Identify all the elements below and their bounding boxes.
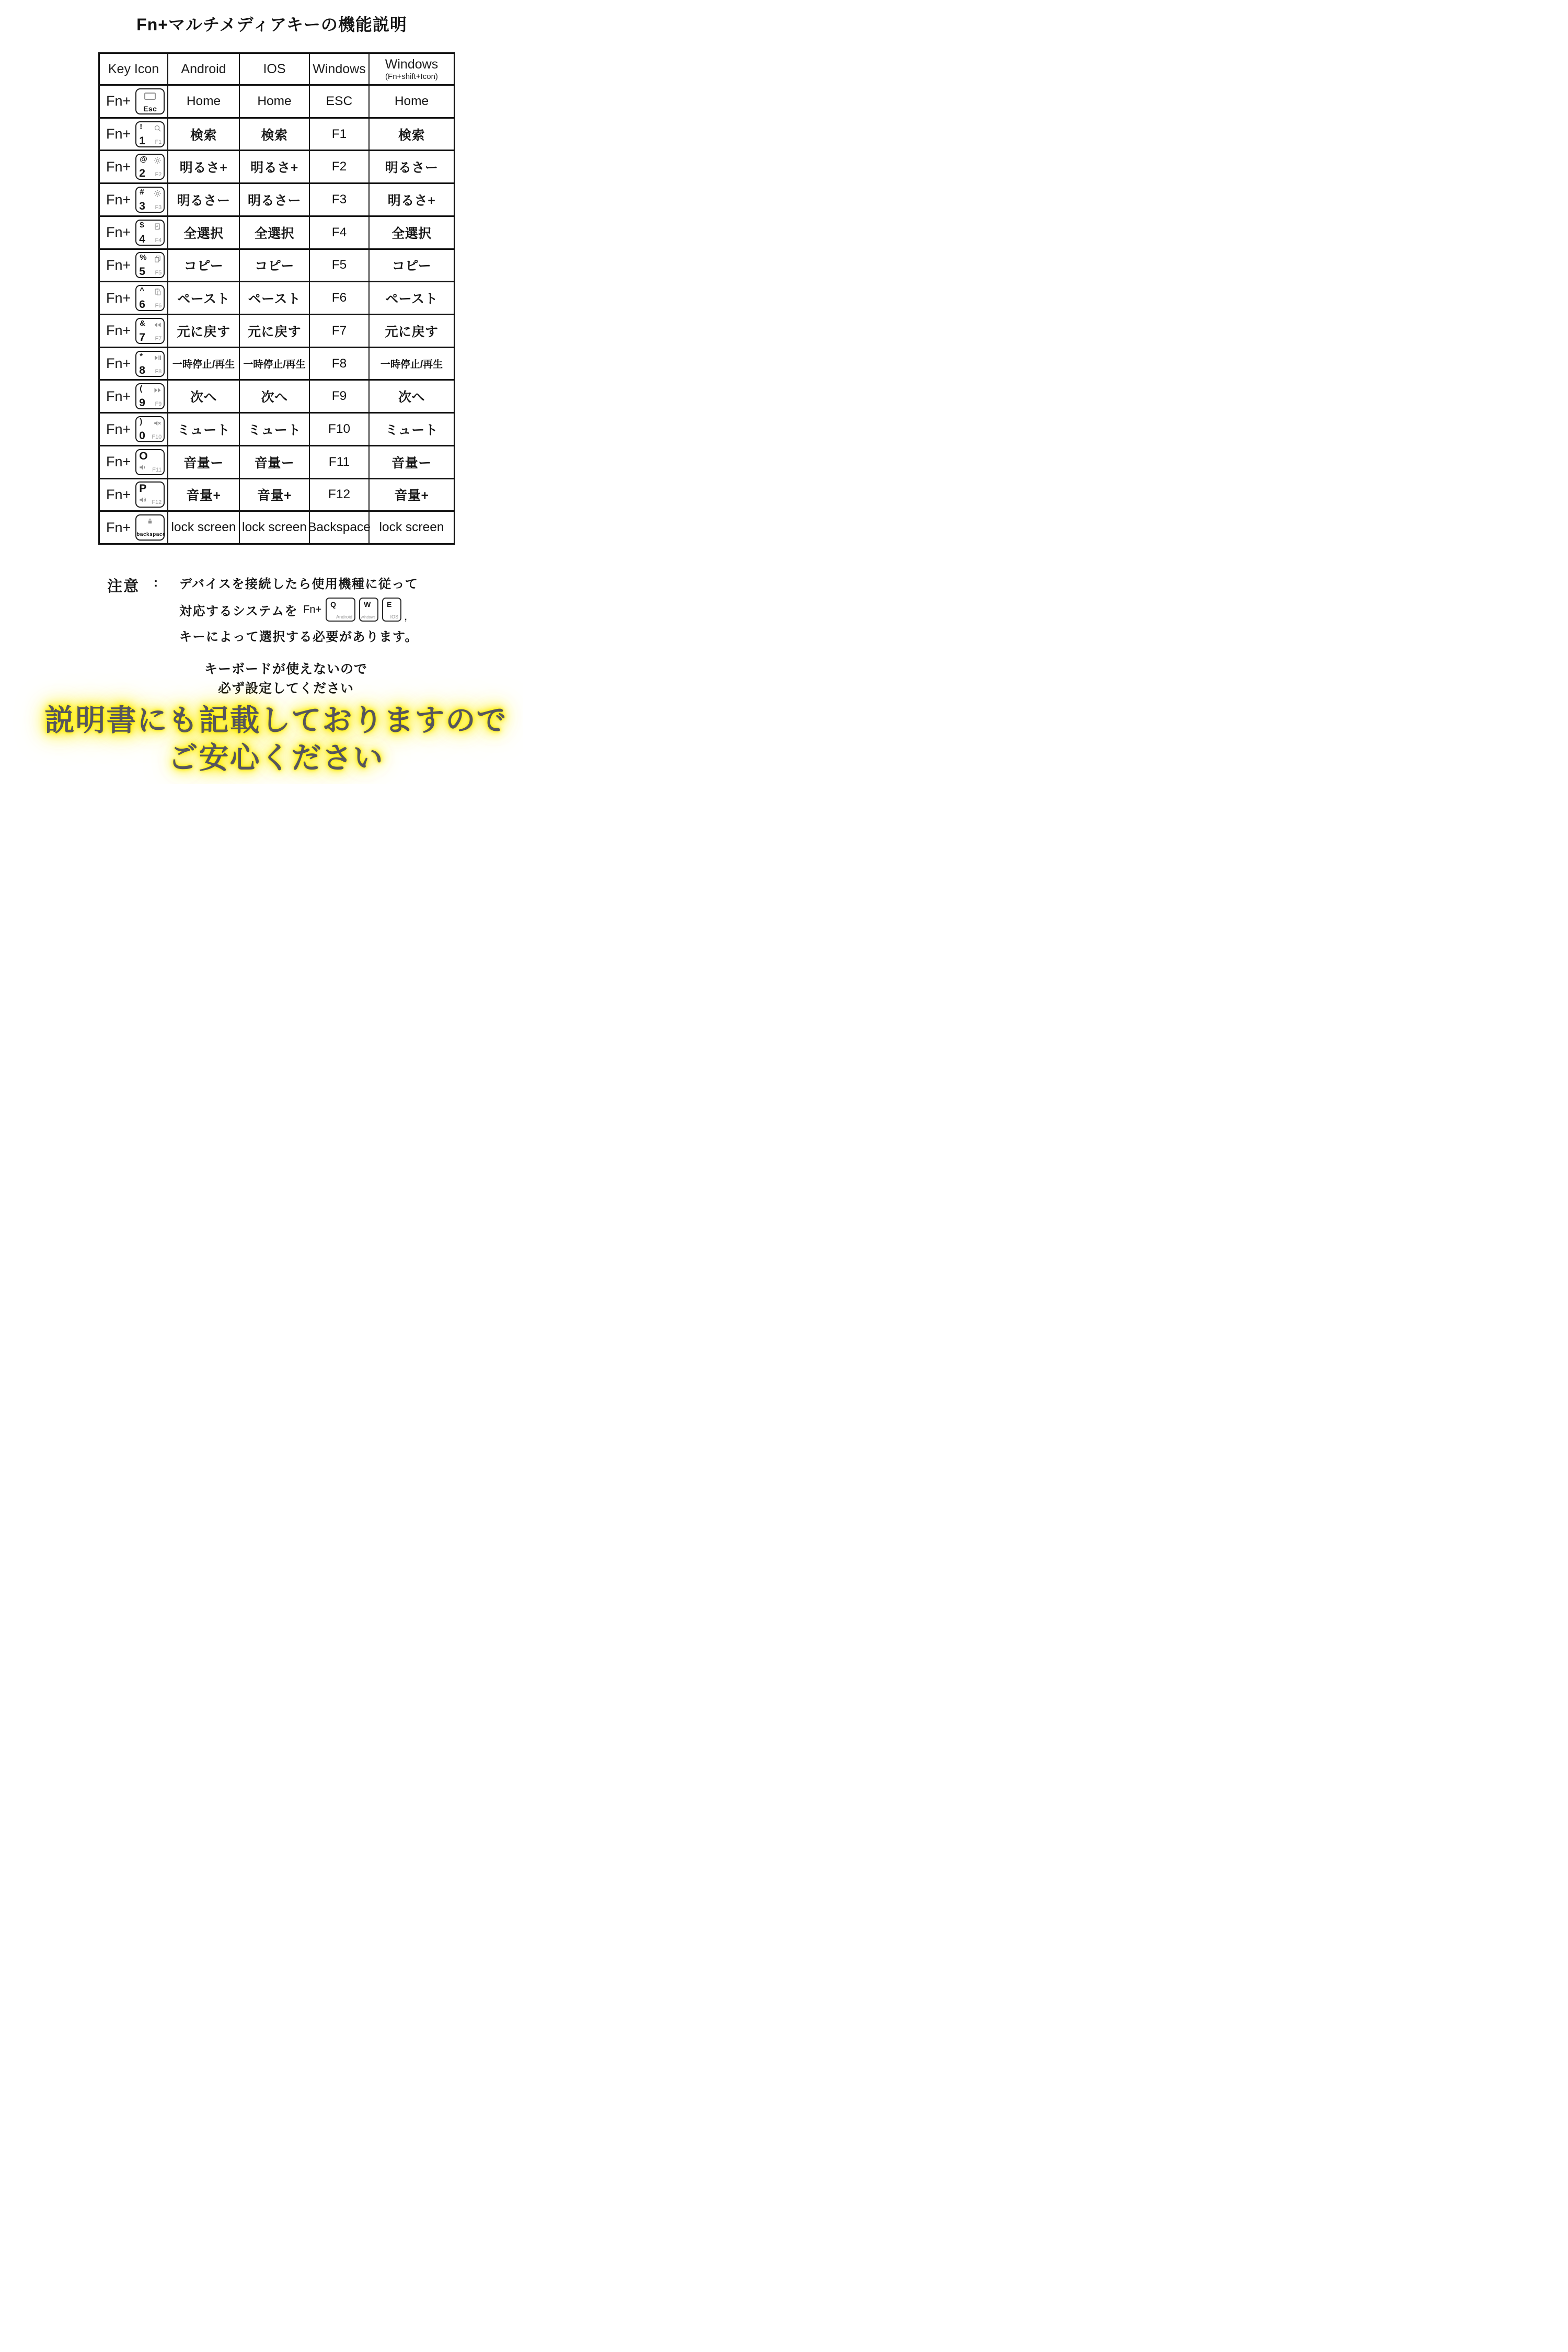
fn-label: Fn+ — [106, 454, 131, 470]
cell-ios: Home — [239, 86, 309, 117]
warning-line-1: キーボードが使えないので — [204, 662, 367, 676]
key-number: 8 — [139, 364, 145, 376]
cell-ios: lock screen — [239, 512, 309, 543]
cell-windows-shift: 音量+ — [368, 479, 454, 511]
undo-icon — [154, 321, 162, 329]
table-row — [100, 445, 454, 478]
key-cap — [135, 449, 165, 475]
note-keycaps — [326, 598, 401, 622]
cell-windows-shift: lock screen — [368, 512, 454, 543]
cell-windows: Backspace — [309, 512, 368, 543]
table-row — [100, 150, 454, 182]
key-number: 0 — [139, 430, 145, 442]
key-symbol: # — [140, 188, 144, 197]
cell-windows-shift: 一時停止/再生 — [368, 348, 454, 380]
cell-android: 明るさー — [167, 184, 239, 215]
key-symbol: @ — [140, 155, 147, 164]
cell-ios: 次へ — [239, 381, 309, 412]
key-cap-label: backspace — [136, 532, 166, 538]
key-combo-cell — [100, 184, 167, 215]
cell-windows: F4 — [309, 217, 368, 248]
key-symbol: * — [140, 351, 143, 361]
cell-android: 一時停止/再生 — [167, 348, 239, 380]
cell-windows: F6 — [309, 282, 368, 314]
table-row — [100, 215, 454, 248]
cell-ios: 全選択 — [239, 217, 309, 248]
key-fn-number: F5 — [155, 270, 162, 277]
highlight-line-2: ご安心ください — [168, 741, 384, 775]
table-row — [100, 117, 454, 150]
note-line-2 — [179, 596, 418, 623]
fn-label: Fn+ — [106, 519, 131, 535]
header-windows-shift — [368, 54, 454, 84]
key-combo-cell — [100, 414, 167, 445]
warning-line-2: 必ず設定してください — [217, 681, 354, 696]
table-row — [100, 412, 454, 445]
key-number: 1 — [139, 134, 145, 147]
svg-text:A: A — [156, 225, 158, 228]
key-fn-number: F12 — [152, 499, 162, 506]
key-fn-number: F3 — [155, 204, 162, 211]
cell-ios: 音量ー — [239, 446, 309, 478]
fn-label: Fn+ — [106, 421, 131, 437]
play-pause-icon — [154, 354, 162, 362]
keycap-q-letter: Q — [330, 600, 337, 609]
cell-android: lock screen — [167, 512, 239, 543]
key-fn-number: F7 — [155, 335, 162, 342]
cell-windows-shift: 元に戻す — [368, 315, 454, 347]
key-fn-number: F1 — [155, 139, 162, 145]
key-fn-number: F8 — [155, 368, 162, 375]
table-row — [100, 281, 454, 314]
note-line-3: キーによって選択する必要があります。 — [179, 630, 419, 644]
key-symbol: ) — [140, 417, 143, 427]
key-symbol: % — [140, 253, 147, 262]
fn-label: Fn+ — [106, 323, 131, 339]
table-row — [100, 379, 454, 412]
cell-windows-shift: 次へ — [368, 381, 454, 412]
key-combo-cell — [100, 446, 167, 478]
search-icon — [154, 124, 162, 132]
keycap-w-sub: Windows — [360, 616, 376, 619]
cell-windows: F11 — [309, 446, 368, 478]
cell-windows-shift: 明るさー — [368, 151, 454, 182]
fn-label: Fn+ — [106, 158, 131, 175]
fn-label: Fn+ — [106, 486, 131, 502]
cell-android: 音量+ — [167, 479, 239, 511]
cell-windows: F8 — [309, 348, 368, 380]
cell-windows-shift: 全選択 — [368, 217, 454, 248]
cell-windows-shift: 明るさ+ — [368, 184, 454, 215]
cell-windows: ESC — [309, 86, 368, 117]
key-symbol: P — [139, 483, 147, 495]
cell-android: 次へ — [167, 381, 239, 412]
key-symbol: ! — [140, 122, 143, 131]
note-fn-label: Fn+ — [303, 603, 322, 615]
key-combo-cell — [100, 217, 167, 248]
cell-android: 元に戻す — [167, 315, 239, 347]
header-windows-shift-label: Windows — [385, 57, 439, 72]
cell-windows-shift: ペースト — [368, 282, 454, 314]
paste-icon — [154, 288, 162, 296]
cell-windows: F7 — [309, 315, 368, 347]
cell-android: 音量ー — [167, 446, 239, 478]
key-symbol: O — [139, 450, 148, 462]
table-row — [100, 86, 454, 117]
cell-windows: F3 — [309, 184, 368, 215]
key-fn-number: F2 — [155, 171, 162, 178]
key-cap — [135, 383, 165, 409]
fn-label: Fn+ — [106, 290, 131, 306]
key-fn-number: F4 — [155, 237, 162, 244]
fn-label: Fn+ — [106, 257, 131, 273]
cell-ios: 明るさー — [239, 184, 309, 215]
key-combo-cell — [100, 381, 167, 412]
warning-text — [25, 660, 523, 698]
key-number: 5 — [139, 266, 145, 278]
highlight-banner — [15, 702, 523, 777]
table-row — [100, 478, 454, 511]
header-android: Android — [167, 54, 239, 84]
note-line-2-prefix: 対応するシステムを — [179, 604, 298, 618]
fn-label: Fn+ — [106, 191, 131, 208]
sun-icon — [154, 157, 162, 165]
cell-windows: F2 — [309, 151, 368, 182]
key-combo-cell — [100, 250, 167, 281]
copy-icon — [154, 255, 162, 263]
cell-windows: F5 — [309, 250, 368, 281]
note-line-1: デバイスを接続したら使用機種に従って — [179, 577, 419, 591]
keycap-w-windows — [359, 598, 378, 622]
cell-windows-shift: 検索 — [368, 119, 454, 150]
keycap-q-sub: Android — [336, 614, 353, 619]
key-combo-cell — [100, 315, 167, 347]
note-lines — [179, 573, 418, 645]
next-icon — [154, 386, 162, 394]
key-cap — [135, 285, 165, 311]
key-fn-number: F6 — [155, 303, 162, 309]
key-combo-cell — [100, 348, 167, 380]
fn-label: Fn+ — [106, 93, 131, 109]
cell-windows: F1 — [309, 119, 368, 150]
cell-ios: ミュート — [239, 414, 309, 445]
keycap-q-android — [326, 598, 355, 622]
cell-windows-shift: Home — [368, 86, 454, 117]
key-symbol: ( — [140, 384, 143, 394]
table-row — [100, 347, 454, 380]
cell-android: 検索 — [167, 119, 239, 150]
fn-label: Fn+ — [106, 126, 131, 142]
key-cap — [135, 514, 165, 541]
key-symbol: & — [140, 318, 146, 328]
key-number: 4 — [139, 233, 145, 245]
cell-android: Home — [167, 86, 239, 117]
table-body — [100, 86, 454, 543]
key-fn-number: F11 — [152, 466, 162, 473]
key-cap — [135, 187, 165, 213]
key-combo-cell — [100, 86, 167, 117]
key-symbol: ^ — [140, 286, 145, 295]
key-symbol: $ — [140, 220, 144, 230]
cell-ios: ペースト — [239, 282, 309, 314]
table-header-row — [100, 54, 454, 86]
cell-windows: F12 — [309, 479, 368, 511]
cell-android: コピー — [167, 250, 239, 281]
cell-ios: 元に戻す — [239, 315, 309, 347]
function-key-table — [98, 52, 455, 545]
lock-icon — [136, 518, 164, 525]
key-cap — [135, 351, 165, 377]
table-row — [100, 314, 454, 347]
key-fn-number: F9 — [155, 401, 162, 408]
page-title: Fn+マルチメディアキーの機能説明 — [136, 15, 407, 34]
cell-android: 全選択 — [167, 217, 239, 248]
key-cap — [135, 481, 165, 508]
key-cap — [135, 416, 165, 442]
note-label: 注意 — [107, 578, 140, 595]
highlight-line-1: 説明書にも記載しておりますので — [44, 704, 508, 737]
cell-windows: F10 — [309, 414, 368, 445]
key-cap — [135, 318, 165, 344]
key-cap-label: Esc — [143, 104, 157, 113]
keycap-e-letter: E — [387, 600, 392, 609]
cell-ios: 音量+ — [239, 479, 309, 511]
key-cap — [135, 252, 165, 278]
page — [0, 0, 523, 784]
key-combo-cell — [100, 512, 167, 543]
key-cap — [135, 220, 165, 246]
key-combo-cell — [100, 282, 167, 314]
key-combo-cell — [100, 151, 167, 182]
cell-ios: 一時停止/再生 — [239, 348, 309, 380]
cell-windows: F9 — [309, 381, 368, 412]
cell-android: ミュート — [167, 414, 239, 445]
key-number: 6 — [139, 299, 145, 311]
sun-icon — [154, 190, 162, 198]
key-number: 3 — [139, 200, 145, 213]
cell-ios: 検索 — [239, 119, 309, 150]
keycap-w-letter: W — [364, 600, 371, 609]
header-windows-shift-sub: (Fn+shift+Icon) — [385, 72, 438, 81]
key-cap — [135, 121, 165, 147]
key-cap — [135, 154, 165, 180]
key-number: 7 — [139, 331, 145, 343]
cell-ios: 明るさ+ — [239, 151, 309, 182]
cell-android: ペースト — [167, 282, 239, 314]
key-fn-number: F10 — [152, 434, 162, 441]
fn-label: Fn+ — [106, 388, 131, 404]
key-combo-cell — [100, 479, 167, 511]
key-cap — [135, 88, 165, 114]
cell-windows-shift: コピー — [368, 250, 454, 281]
header-key-icon: Key Icon — [108, 61, 159, 76]
header-ios: IOS — [239, 54, 309, 84]
key-number: 2 — [139, 167, 145, 180]
cell-android: 明るさ+ — [167, 151, 239, 182]
volume-up-icon — [139, 496, 147, 504]
note-comma: , — [404, 610, 408, 623]
fn-label: Fn+ — [106, 224, 131, 240]
table-row — [100, 248, 454, 281]
keycap-e-ios — [382, 598, 401, 622]
key-combo-cell — [100, 119, 167, 150]
mute-icon — [154, 419, 162, 427]
table-row — [100, 510, 454, 543]
select-all-icon — [154, 223, 162, 231]
home-rect-icon — [136, 92, 164, 100]
key-number: 9 — [139, 397, 145, 409]
note-colon: : — [154, 576, 158, 590]
volume-down-icon — [139, 463, 147, 472]
table-row — [100, 182, 454, 215]
cell-windows-shift: ミュート — [368, 414, 454, 445]
keycap-e-sub: IOS — [390, 614, 399, 619]
fn-label: Fn+ — [106, 355, 131, 372]
header-windows: Windows — [309, 54, 368, 84]
cell-windows-shift: 音量ー — [368, 446, 454, 478]
cell-ios: コピー — [239, 250, 309, 281]
